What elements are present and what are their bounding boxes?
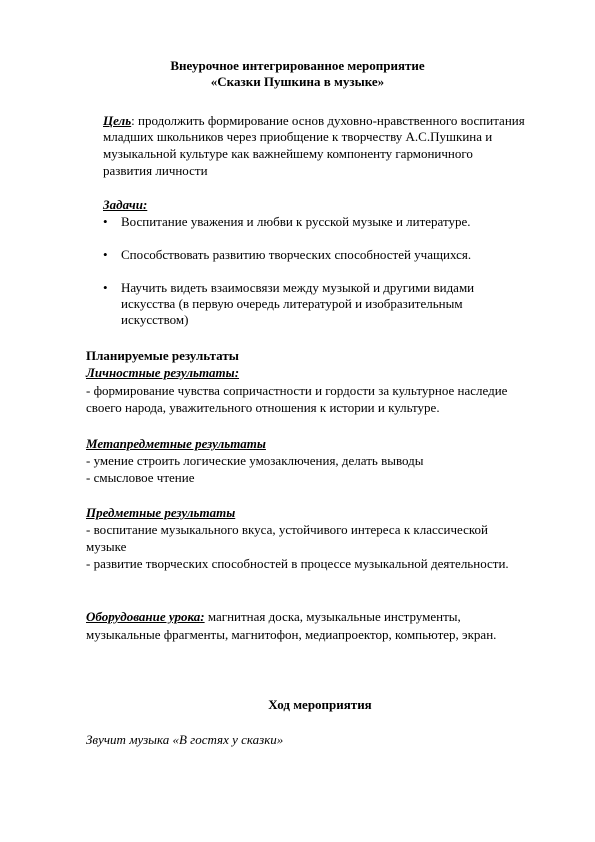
personal-results-line-2: своего народа, уважительного отношения к истории и культуре. [86, 400, 440, 415]
task-item-2-text: Способствовать развитию творческих способностей учащихся. [121, 247, 472, 262]
course-music-line: Звучит музыка «В гостях у сказки» [86, 732, 284, 747]
subject-results-line-3: - развитие творческих способностей в процессе музыкальной деятельности. [86, 556, 509, 571]
bullet-icon: • [103, 280, 108, 295]
header-title-line-2: «Сказки Пушкина в музыке» [210, 74, 385, 89]
equipment-label: Оборудование урока: [86, 609, 205, 624]
equipment-text-1: магнитная доска, музыкальные инструменты, [204, 609, 461, 624]
subject-results-line-2: музыке [86, 539, 127, 554]
goal-line-4: развития личности [103, 163, 208, 178]
task-item-1 [103, 214, 523, 230]
meta-results-label: Метапредметные результаты [86, 436, 266, 451]
goal-line-3: музыкальной культуре как важнейшему компоненту гармоничного [103, 146, 473, 161]
personal-results-line-1: - формирование чувства сопричастности и гордости за культурное наследие [86, 383, 508, 398]
subject-results-line-1: - воспитание музыкального вкуса, устойчивого интереса к классической [86, 522, 488, 537]
goal-text-1: : продолжить формирование основ духовно-нравственного воспитания [131, 113, 525, 128]
subject-results-label: Предметные результаты [86, 505, 236, 520]
task-item-1-text: Воспитание уважения и любви к русской музыке и литературе. [121, 214, 471, 229]
goal-line-1 [103, 113, 563, 129]
header-title-line-1: Внеурочное интегрированное мероприятие [170, 58, 425, 73]
bullet-icon: • [103, 214, 108, 229]
personal-results-label: Личностные результаты: [86, 365, 240, 380]
goal-label: Цель [103, 113, 132, 128]
task-item-3-text: Научить видеть взаимосвязи между музыкой и другими видами искусства (в первую очередь литературой и изобразительным искусством) [121, 280, 475, 327]
goal-line-2: младших школьников через приобщение к творчеству А.С.Пушкина и [103, 129, 493, 144]
equipment-line-1 [86, 609, 461, 625]
equipment-line-2: музыкальные фрагменты, магнитофон, медиапроектор, компьютер, экран. [86, 627, 497, 642]
tasks-list [103, 214, 523, 328]
task-item-2 [103, 247, 523, 263]
results-title: Планируемые результаты [86, 348, 239, 363]
tasks-label: Задачи: [103, 197, 148, 212]
meta-results-line-1: - умение строить логические умозаключения, делать выводы [86, 453, 424, 468]
task-item-3 [103, 280, 523, 328]
bullet-icon: • [103, 247, 108, 262]
meta-results-line-2: - смысловое чтение [86, 470, 195, 485]
course-title: Ход мероприятия [268, 697, 372, 712]
